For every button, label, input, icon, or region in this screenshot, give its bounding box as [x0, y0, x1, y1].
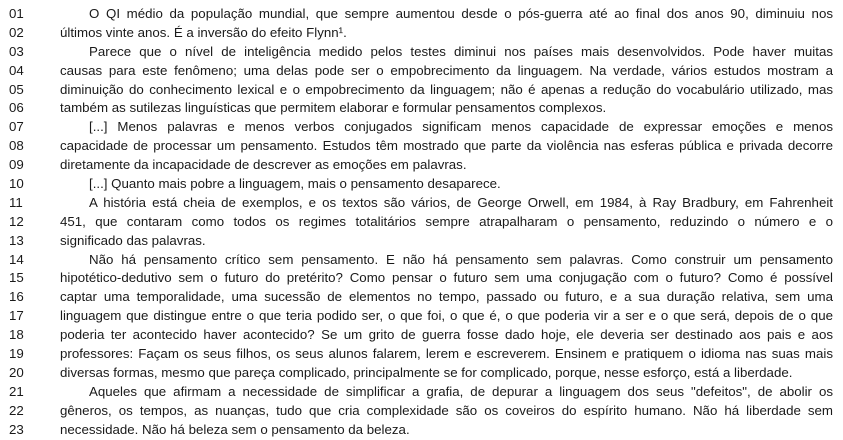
line-number: 22 [9, 402, 24, 418]
text-line [0, 288, 843, 307]
line-number: 14 [9, 251, 24, 267]
line-number: 01 [9, 6, 24, 21]
text-line [0, 156, 843, 175]
line-number: 09 [9, 157, 24, 173]
line-number: 02 [9, 24, 24, 40]
line-number: 16 [9, 289, 24, 305]
line-number: 06 [9, 100, 24, 116]
text-line [0, 232, 843, 251]
text-line [0, 251, 843, 270]
text-line [0, 194, 843, 213]
text-line [0, 24, 843, 43]
line-number: 17 [9, 308, 24, 324]
text-line [0, 364, 843, 383]
text-line [0, 421, 843, 440]
line-text: captar uma temporalidade, uma sucessão de elementos no tempo, passado ou futuro, e a sua duração relativa, sem uma [60, 289, 833, 305]
text-line [0, 175, 843, 194]
text-line [0, 326, 843, 345]
line-text: Parece que o nível de inteligência medido pelos testes diminui nos países mais desenvolvidos. Pode haver muitas [89, 43, 833, 59]
line-text: 451, que contaram como todos os regimes totalitários sempre atrapalharam o pensamento, reduzindo o número e o [60, 213, 833, 229]
line-number: 19 [9, 346, 24, 362]
line-text: [...] Menos palavras e menos verbos conjugados significam menos capacidade de expressar emoções e menos [89, 119, 833, 135]
line-text: Não há pensamento crítico sem pensamento. E não há pensamento sem palavras. Como construir um pensamento [89, 251, 833, 267]
line-text: linguagem que distingue entre o que teria podido ser, o que foi, o que é, o que poderia vir a ser e o que será, depois de o que [60, 308, 833, 324]
text-line [0, 269, 843, 288]
line-text: diretamente da incapacidade de descrever as emoções em palavras. [60, 157, 467, 173]
line-text: hipotético-dedutivo sem o futuro do pretérito? Como pensar o futuro sem uma conjugação com o futuro? Como é possível [60, 270, 833, 286]
line-text: A história está cheia de exemplos, e os textos são vários, de George Orwell, em 1984, à Ray Bradbury, em Fahrenheit [89, 194, 833, 210]
line-number: 08 [9, 138, 24, 154]
text-line [0, 5, 843, 24]
line-text: necessidade. Não há beleza sem o pensamento da beleza. [60, 421, 410, 437]
line-number: 12 [9, 213, 24, 229]
text-line [0, 213, 843, 232]
line-number: 18 [9, 327, 24, 343]
line-text: diversas formas, mesmo que pareça complicado, principalmente se for complicado, porque, nesse esforço, está a liberdade. [60, 364, 793, 380]
line-number: 10 [9, 176, 24, 192]
line-text: capacidade de processar um pensamento. Estudos têm mostrado que parte da violência nas esferas pública e privada decorre [60, 138, 833, 154]
line-text: últimos vinte anos. É a inversão do efeito Flynn¹. [60, 24, 347, 40]
line-number: 04 [9, 62, 24, 78]
text-line [0, 137, 843, 156]
text-line [0, 345, 843, 364]
text-line [0, 307, 843, 326]
line-number: 11 [9, 194, 23, 210]
text-line [0, 81, 843, 100]
text-line [0, 383, 843, 402]
line-number: 20 [9, 364, 24, 380]
line-text: também as sutilezas linguísticas que permitem elaborar e formular pensamentos complexos. [60, 100, 607, 116]
line-text: O QI médio da população mundial, que sempre aumentou desde o pós-guerra até ao final dos anos 90, diminuiu nos [89, 6, 833, 21]
line-number: 13 [9, 232, 24, 248]
text-line [0, 99, 843, 118]
line-text: professores: Façam os seus filhos, os seus alunos falarem, lerem e escreverem. Ensinem e pratiquem o idioma nas suas mais [60, 346, 833, 362]
line-number: 03 [9, 43, 24, 59]
text-line [0, 62, 843, 81]
text-line [0, 402, 843, 421]
line-text: diminuição do conhecimento lexical e o empobrecimento da linguagem; não é apenas a redução do vocabulário utilizado, mas [60, 81, 833, 97]
text-line [0, 118, 843, 137]
line-text: significado das palavras. [60, 232, 206, 248]
line-number: 15 [9, 270, 24, 286]
line-text: gêneros, os tempos, as nuanças, tudo que cria complexidade são os coveiros do espírito humano. Não há liberdade sem [60, 402, 833, 418]
line-number: 07 [9, 119, 24, 135]
text-line [0, 43, 843, 62]
line-text: poderia ter acontecido haver acontecido? Se um grito de guerra fosse dado hoje, ele deveria ser destinado aos pais e aos [60, 327, 833, 343]
line-number: 21 [9, 383, 24, 399]
line-number: 23 [9, 421, 24, 437]
line-text: [...] Quanto mais pobre a linguagem, mais o pensamento desaparece. [89, 176, 501, 192]
line-text: causas para este fenômeno; uma delas pode ser o empobrecimento da linguagem. Na verdade, vários estudos mostram a [60, 62, 833, 78]
line-number: 05 [9, 81, 24, 97]
line-text: Aqueles que afirmam a necessidade de simplificar a grafia, de depurar a linguagem dos seus "defeitos", de abolir os [89, 383, 833, 399]
